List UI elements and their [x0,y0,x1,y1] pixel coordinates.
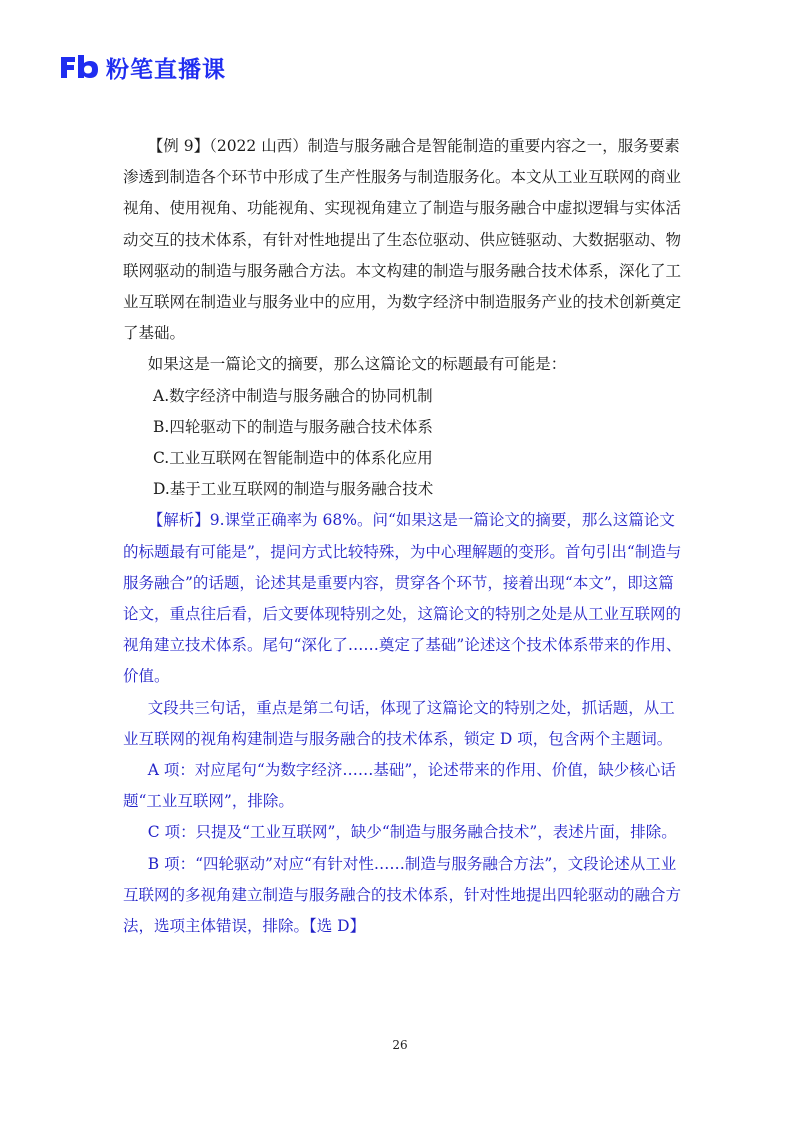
question-stem: 【例 9】（2022 山西）制造与服务融合是智能制造的重要内容之一，服务要素渗透到制造各个环节中形成了生产性服务与制造服务化。本文从工业互联网的商业视角、使用视角、功能视角、实现视角建立了制造与服务融合中虚拟逻辑与实体活动交互的技术体系，有针对性地提出了生态位驱动、供应链驱动、大数据驱动、物联网驱动的制造与服务融合方法。本文构建的制造与服务融合技术体系，深化了工业互联网在制造业与服务业中的应用，为数字经济中制造服务产业的技术创新奠定了基础。 [123,137,682,343]
brand-logo-text: 粉笔直播课 [106,56,226,83]
document-body [123,131,683,942]
option-a: A.数字经济中制造与服务融合的协同机制 [153,386,433,405]
analysis-paragraph-1: 【解析】9.课堂正确率为 68%。问“如果这是一篇论文的摘要，那么这篇论文的标题最有可能是”，提问方式比较特殊，为中心理解题的变形。首句引出“制造与服务融合”的话题，论述其是重要内容，贯穿各个环节，接着出现“本文”，即这篇论文，重点往后看，后文要体现特别之处，这篇论文的特别之处是从工业互联网的视角建立技术体系。尾句“深化了……奠定了基础”论述这个技术体系带来的作用、价值。 [123,511,682,686]
question-prompt: 如果这是一篇论文的摘要，那么这篇论文的标题最有可能是： [147,355,567,374]
analysis-option-c: C 项：只提及“工业互联网”，缺少“制造与服务融合技术”，表述片面，排除。 [147,823,677,842]
option-b: B.四轮驱动下的制造与服务融合技术体系 [153,417,433,436]
brand-logo [58,50,226,84]
option-c: C.工业互联网在智能制造中的体系化应用 [153,449,433,468]
analysis-option-a: A 项：对应尾句“为数字经济……基础”，论述带来的作用、价值，缺少核心话题“工业互联网”，排除。 [123,761,676,811]
analysis-paragraph-2: 文段共三句话，重点是第二句话，体现了这篇论文的特别之处，抓话题，从工业互联网的视角构建制造与服务融合的技术体系，锁定 D 项，包含两个主题词。 [123,698,675,748]
analysis-option-b: B 项：“四轮驱动”对应“有针对性……制造与服务融合方法”，文段论述从工业互联网的多视角建立制造与服务融合的技术体系，针对性地提出四轮驱动的融合方法，选项主体错误，排除。【选 D】 [123,854,682,936]
page-number: 26 [392,1038,408,1052]
fb-logo-icon [58,52,100,82]
option-d: D.基于工业互联网的制造与服务融合技术 [153,480,434,499]
